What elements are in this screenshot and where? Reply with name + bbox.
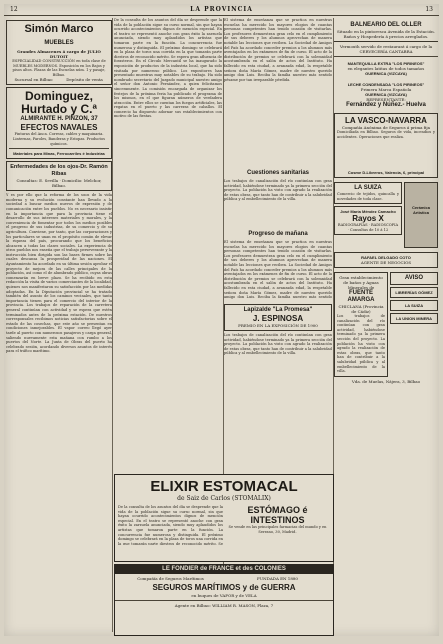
ad-title: [9, 23, 109, 49]
ad-la-suiza-2: [390, 300, 438, 311]
ad-fondier-left: Compañía de Seguros Marítimos: [137, 576, 204, 581]
page-footer: Vda. de Muelas, Nájera, 3, Bilbao: [351, 379, 421, 384]
ad-fuente-big: FUENTE AMARGA: [347, 290, 375, 303]
ad-fuente-sub: CHICLANA (Provincia de Cádiz): [338, 304, 384, 314]
ad-ceramica: [404, 182, 438, 248]
ad-lapiz: [224, 304, 332, 331]
page-header: [4, 4, 439, 16]
page-number-left: 12: [10, 6, 18, 13]
ad-rafael-delgado: [334, 252, 438, 268]
ad-rayos-title: Rayos X: [352, 214, 384, 224]
ad-fondier-sub: en buques de VAPOR y de VELA: [191, 593, 257, 598]
ad-suiza-title: LA SUIZA: [354, 185, 382, 191]
column-rule: [112, 18, 113, 632]
ad-elixir-sub: de Saiz de Carlos (STOMALIX): [177, 495, 271, 502]
ad-librerias: [390, 287, 438, 298]
ad-fuente-amarga: [334, 272, 388, 377]
ad-suiza-text: Comercio de tejidos, quincalla y novedades de toda clase.: [337, 192, 399, 201]
column-4: [334, 18, 438, 634]
ad-mantequilla: [334, 59, 438, 78]
article-body: Los trabajos de canalización del río continúan con gran actividad, habiéndose terminado ya la primera sección del proyecto. La población ha visto con agrado la realización de estas obras, que tanto han de contribuir a la salubridad pública y al embellecimiento de la villa.: [224, 179, 332, 202]
ad-delgado-sub: AGENTE DE NEGOCIOS: [360, 260, 412, 265]
ad-simon-marco-sub: MUEBLES: [44, 40, 74, 46]
ad-vasco-text: Domiciliada en Bilbao. Seguros de vida, incendios y accidentes. Operaciones que realiza.: [337, 130, 435, 139]
ad-ramon-ribas: [6, 161, 112, 191]
ad-simon-marco-depot: Depósito de venta: [66, 77, 103, 83]
section-heading: Progreso de mañana: [248, 231, 308, 237]
ad-mantequilla-sub: en elegantes latitas de todos tamaños: [347, 66, 425, 71]
ad-fondier-right: FUNDADA EN 1880: [257, 576, 298, 581]
page-number-right: 13: [425, 6, 433, 13]
ad-balneario-text: Situado en la pintoresca Avenida de la Estación. Baños y Hospedería á precios arreglados.: [337, 29, 435, 39]
newspaper-page: [4, 4, 439, 636]
ad-cerveceria: Vermouth servido de restaurant á cargo de la CERVECERÍA CANTABRA: [339, 44, 433, 54]
ad-fuente-text: Los trabajos de canalización del río continúan con gran actividad, habiéndose terminado ya la primera sección del proyecto. La población ha visto con agrado la realización de estas obras, que tanto han de contribuir a la salubridad pública y al embellecimiento de la villa.: [337, 314, 385, 374]
article-body: De la consulta de los asuntos del día se desprende que la vida de la población sigue su curso normal, sin que hayan ocurrido acontecimientos dignos de mención especial. En el teatro se representó anoche con gran éxito la zarzuela anunciada, siendo muy aplaudidos los artistas que tomaron parte en la función. La concurrencia fue numerosa y distinguida. El próximo domingo se celebrará en la plaza de toros una corrida en la que tomarán parte diestros de reconocido mérito. Se espera gran afluencia de forasteros. En el Círculo Mercantil se ha inaugurado la exposición de productos de la industria local, que ha sido visitada por numeroso público. Los expositores han presentado muestras muy notables de su trabajo. Ha sido nombrado secretario del Juzgado municipal nuestro amigo el señor don Antonio Fernández, a quien felicitamos sinceramente. La comisión encargada de organizar los festejos de la próxima feria ha publicado el programa de los mismos, en el que figuran números de verdadera atracción. Entre ellos se cuentan los fuegos artificiales, las regatas en el puerto y las carreras de caballos. El comercio ha dispuesto adornar sus establecimientos con motivo de las fiestas.: [114, 18, 222, 119]
article-body: Los trabajos de canalización del río continúan con gran actividad, habiéndose terminado ya la primera sección del proyecto. La población ha visto con agrado la realización de estas obras, que tanto han de contribuir a la salubridad pública y al embellecimiento de la villa.: [224, 333, 332, 356]
ad-elixir-estomacal: [114, 474, 334, 562]
ad-lapiz-title: Lapizalde "La Promesa": [243, 307, 313, 313]
ad-dominguez-hurtado: [6, 87, 112, 159]
ad-fondier-title: LE FONDIER de FRANCE et des COLONIES: [115, 565, 333, 574]
ad-dominguez-address: ALMIRANTE H. PINZON, 37: [20, 116, 98, 123]
ad-fuente-title: Gran establecimiento de baños y Aguas Minerales de: [339, 275, 383, 290]
ad-rayos-name: José María Méndez Camacho: [340, 209, 396, 215]
ad-leche-title: LECHE CONDENSADA "LOS PIRINEOS": [347, 82, 425, 87]
ad-vasco-navarra: [334, 113, 438, 178]
ad-ceramica-title: Cerámica Artística: [411, 205, 430, 215]
ad-la-suiza: [334, 182, 402, 204]
ad-vasco-agent: Cosme D-Libreros, Valencia, 6, principal: [347, 170, 425, 175]
ad-vasco-sub: Compañía Anónima de Seguros á prima fija: [341, 125, 431, 130]
ad-delgado-name: RAFAEL DELGADO COTO: [361, 255, 411, 260]
ad-le-fondier: [114, 564, 334, 636]
section-heading: Cuestiones sanitarias: [246, 170, 310, 176]
ad-dominguez-title: Dominguez, Hurtado y C.ª: [21, 89, 97, 117]
ad-mantequilla-title: MANTEQUILLA EXTRA "LOS PIRINEOS": [347, 61, 425, 66]
ad-fondier-agent: Agente en Bilbao: WILLIAM R. MASON, Plaza, 7: [174, 603, 274, 608]
ad-representante-name: Fernández y Núñez.- Huelva: [346, 102, 426, 108]
ad-simon-marco-title: Simón Marco: [24, 23, 94, 35]
ad-union-minera: [390, 313, 438, 324]
ad-ribas-address: Consultas: E. Sevilla · Domicilio: Melchor, Bilbao.: [16, 178, 102, 189]
ad-lapiz-name: J. ESPINOSA: [252, 314, 304, 323]
ad-elixir-text: Se vende en las principales farmacias del mundo y en Serrano, 30, Madrid.: [228, 525, 327, 534]
ad-representante-label: REPRESENTANTE:: [366, 97, 406, 102]
ad-simon-marco-text: ESPECIALIDAD CONSTRUCCIÓN en toda clase de MUEBLES MODERNOS. Esposición en los Bajos y pisos altos. Plazas de las Escuelas núm. 1 y pasaje, Bilbao.: [12, 59, 106, 77]
ad-aviso-title: AVISO: [404, 275, 424, 281]
ad-dominguez-bottom: Materiales para Minas, Ferrocarriles é Industrias: [13, 151, 105, 157]
ad-leche-place: GUERNICA (VIZCAYA): [365, 92, 407, 97]
ad-mantequilla-place: GUERNICA (VIZCAYA): [365, 71, 407, 76]
article-body: El sistema de enseñanza que se practica en nuestras escuelas ha merecido los mayores elogios de cuantas personas competentes han tenido ocasión de visitarlas. Los profesores demuestran gran celo en el cumplimiento de sus deberes y los alumnos aprovechan de manera notable las lecciones que reciben. La Sociedad de Amigos del País ha acordado conceder premios a los alumnos más aventajados en los exámenes de fin de curso. El acto de la distribución de premios se celebrará con la solemnidad acostumbrada en el salón de actos del Instituto. Ha fallecido en esta ciudad, a avanzada edad, la respetable señora doña María Gómez, madre de nuestro querido amigo don Luis. Reciba la familia nuestro más sentido pésame por tan irreparable pérdida.: [224, 18, 332, 82]
ad-leche: [334, 80, 438, 111]
ad-balneario: [334, 20, 438, 42]
ad-librerias-title: LIBRERÍAS GÓMEZ: [395, 290, 433, 295]
ad-balneario-title: BALNEARIO DEL OLLER: [350, 22, 422, 28]
ad-dominguez-text: Pinturas del Anca. Correas, cables y maquinaria. Linternas, Faroles, Banderas y Estopas. Productos químicos.: [13, 132, 105, 146]
ad-vasco-title: LA VASCO-NAVARRA: [345, 116, 427, 125]
ad-elixir-big: ESTÓMAGO é INTESTINOS: [247, 505, 308, 525]
column-1: [6, 18, 112, 634]
ad-simon-marco: [6, 20, 112, 85]
ad-lapiz-sub: PREMIO EN LA EXPOSICIÓN DE 1900: [238, 323, 318, 328]
ad-dominguez-sub: EFECTOS NAVALES: [20, 123, 98, 133]
article-body: Y es por ello que la reforma de los usos de la vida moderna y su evolución constante han llevado a la sociedad a buscar medios nuevos de expresión y de comunicación entre los pueblos. No es necesario insistir en la importancia que para la provincia tiene el desarrollo de sus intereses materiales y morales, y la conveniencia de fomentar por todos los medios posibles el progreso de sus industrias, de su comercio y de su agricultura. Conviene, por tanto, que las corporaciones y los particulares se unan en el propósito común de elevar la riqueza del país, procurando que los beneficios alcancen a todas las clases sociales. La experiencia de otros pueblos nos enseña que el trabajo perseverante y la instrucción bien dirigida son las bases firmes sobre las cuales descansa la prosperidad de las naciones. El Ayuntamiento ha acordado en su última sesión aprobar el proyecto de mejora de las calles principales de la población, así como el de alumbrado público, cuyas obras comenzarán en breve plazo. Se ha recibido en esta redacción la visita de varios comerciantes de la localidad, quienes nos manifestaron su satisfacción por las medidas adoptadas. En la Diputación provincial se ha tratado también del asunto de los caminos vecinales, que tanta importancia tienen para el comercio del interior de la provincia. Los trabajos de reparación de la carretera general continúan con actividad y se espera que estén terminados antes de la próxima estación. De nuestros corresponsales recibimos noticias satisfactorias sobre el estado de las cosechas, que este año se presentan en condiciones inmejorables. El vapor correo llegó ayer tarde al puerto con numerosos pasajeros y carga general, saliendo nuevamente esta mañana con rumbo a los puertos del Norte. La Junta de Obras del puerto ha celebrado sesión, acordando diversos asuntos de interés para el tráfico marítimo.: [6, 193, 112, 354]
ad-union-title: LA UNION MINERA: [395, 316, 433, 321]
ad-elixir-title: ELIXIR ESTOMACAL: [150, 478, 298, 495]
ad-aviso: [390, 272, 438, 285]
ad-simon-marco-line: Grandes Almacenes á cargo de JULIO DUTOIT: [17, 49, 101, 59]
ad-rayos-x: [334, 206, 402, 235]
article-body: El sistema de enseñanza que se practica en nuestras escuelas ha merecido los mayores elogios de cuantas personas competentes han tenido ocasión de visitarlas. Los profesores demuestran gran celo en el cumplimiento de sus deberes y los alumnos aprovechan de manera notable las lecciones que reciben. La Sociedad de Amigos del País ha acordado conceder premios a los alumnos más aventajados en los exámenes de fin de curso. El acto de la distribución de premios se celebrará con la solemnidad acostumbrada en el salón de actos del Instituto. Ha fallecido en esta ciudad, a avanzada edad, la respetable señora doña María Gómez, madre de nuestro querido amigo don Luis. Reciba la familia nuestro más sentido: [224, 240, 332, 300]
newspaper-title: LA PROVINCIA: [190, 6, 253, 13]
ad-fondier-big: SEGUROS MARÍTIMOS y de GUERRA: [152, 583, 296, 592]
ad-elixir-left-text: De la consulta de los asuntos del día se desprende que la vida de la población sigue su curso normal, sin que hayan ocurrido acontecimientos dignos de mención especial. En el teatro se representó anoche con gran éxito la zarzuela anunciada, siendo muy aplaudidos los artistas que tomaron parte en la función. La concurrencia fue numerosa y distinguida. El próximo domingo se celebrará en la plaza de toros una corrida en la que tomarán parte diestros de reconocido mérito. Se: [118, 505, 223, 545]
ad-suiza2-title: LA SUIZA: [404, 303, 424, 308]
ad-ribas-title: Enfermedades de los ojos-Dr. Ramón Ribas: [10, 164, 108, 178]
ad-rayos-text: RADIOGRAFÍAS · RADIOSCOPIA · Consultas de 10 á 12: [337, 223, 399, 232]
ad-leche-sub: Primera Marca Española: [360, 87, 412, 92]
ad-simon-marco-branch: Sucursal en Bilbao: [14, 77, 53, 83]
